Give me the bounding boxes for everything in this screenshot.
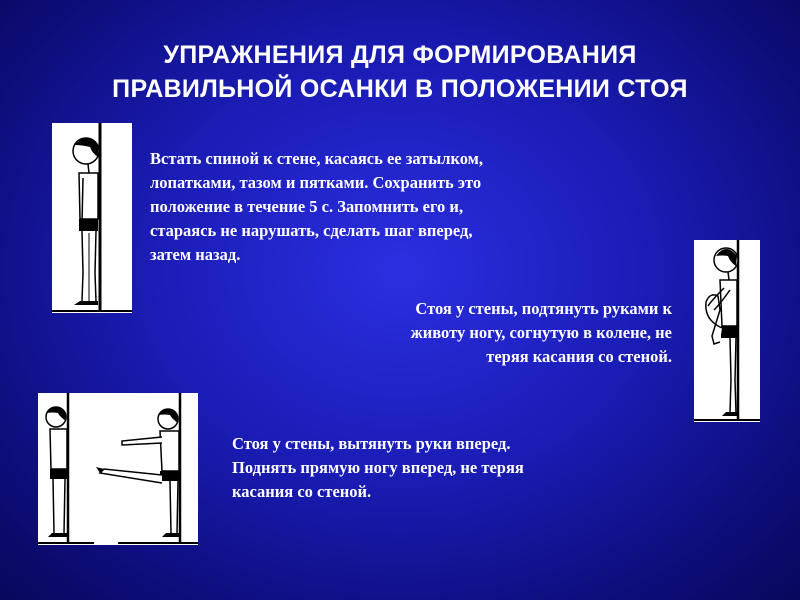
exercise-1-line-3: положение в течение 5 с. Запомнить его и, [150,197,464,216]
exercise-3-line-3: касания со стеной. [232,482,372,501]
title-line-2: ПРАВИЛЬНОЙ ОСАНКИ В ПОЛОЖЕНИИ СТОЯ [112,75,688,103]
exercise-1-illustration [52,123,132,313]
exercise-1-line-5: затем назад. [150,245,241,264]
exercise-3-line-2: Поднять прямую ногу вперед, не теряя [232,458,524,477]
exercise-1-line-1: Встать спиной к стене, касаясь ее затылком, [150,149,484,168]
exercise-1-line-2: лопатками, тазом и пятками. Сохранить это [150,173,482,192]
exercise-2-illustration [694,240,760,422]
exercise-3-illustration [38,393,198,545]
exercise-2-line-2: животу ногу, согнутую в колене, не [410,323,672,342]
exercise-1-text [150,147,483,267]
exercise-2-line-1: Стоя у стены, подтянуть руками к [415,299,672,318]
title-line-1: УПРАЖНЕНИЯ ДЛЯ ФОРМИРОВАНИЯ [163,41,637,69]
exercise-2-text [284,297,672,369]
exercise-2-line-3: теряя касания со стеной. [486,347,672,366]
exercise-3-line-1: Стоя у стены, вытянуть руки вперед. [232,434,511,453]
exercise-3-text [232,432,524,504]
exercise-1-line-4: стараясь не нарушать, сделать шаг вперед, [150,221,473,240]
slide-title [40,38,760,106]
